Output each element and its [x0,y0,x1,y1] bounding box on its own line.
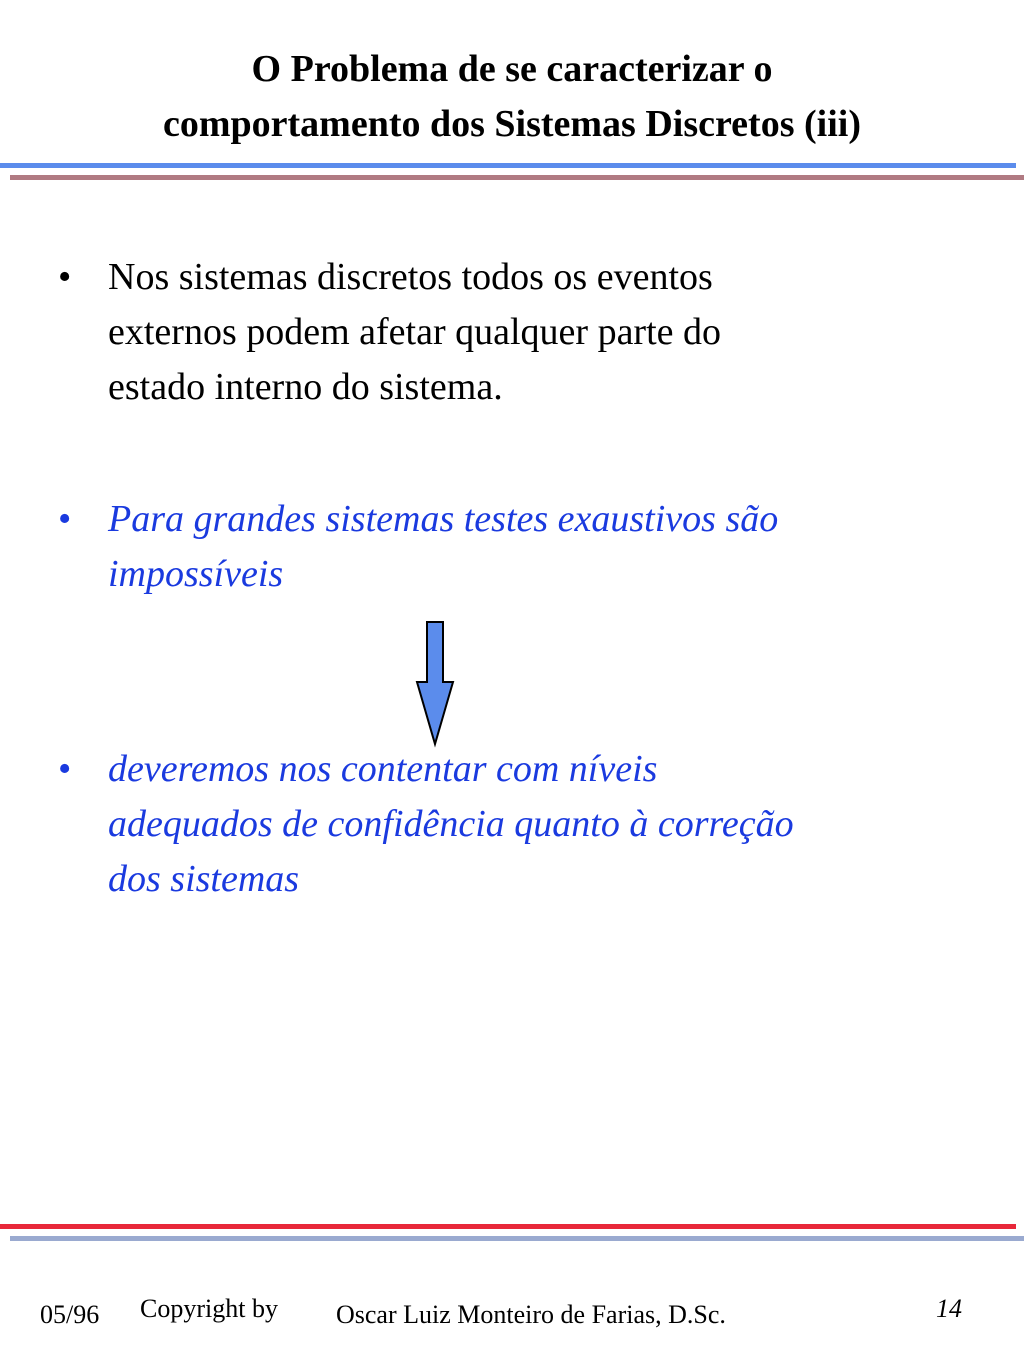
down-arrow-icon [415,620,455,748]
bullet-line: dos sistemas [108,858,300,900]
bullet-line: adequados de confidência quanto à correção [108,803,794,845]
bullet-dot: • [58,748,72,790]
bullet-text [108,742,958,907]
bullet-line: deveremos nos contentar com níveis [108,748,658,790]
bullet-line: externos podem afetar qualquer parte do [108,311,722,353]
bullet-dot: • [58,498,72,540]
header-rule-mauve [10,175,1024,180]
slide-title [0,42,1024,152]
bullet-line: impossíveis [108,553,284,595]
footer-rule-blue [10,1236,1024,1241]
footer-rule-red [0,1224,1016,1229]
bullet-item-3 [58,742,958,907]
header-rule-blue [0,163,1016,168]
slide-title-line-1: O Problema de se caracterizar o [251,48,773,90]
footer-date: 05/96 [40,1300,100,1329]
bullet-line: Nos sistemas discretos todos os eventos [108,256,713,298]
bullet-line: Para grandes sistemas testes exaustivos são [108,498,779,540]
slide-title-line-2: comportamento dos Sistemas Discretos (iii) [163,103,861,145]
footer-copyright: Copyright by [140,1294,278,1323]
bullet-text [108,250,958,415]
bullet-item-2 [58,492,958,602]
bullet-dot: • [58,256,72,298]
bullet-text [108,492,958,602]
bullet-line: estado interno do sistema. [108,366,503,408]
page-number: 14 [936,1294,962,1323]
bullet-item-1 [58,250,958,415]
footer-author: Oscar Luiz Monteiro de Farias, D.Sc. [336,1300,726,1329]
